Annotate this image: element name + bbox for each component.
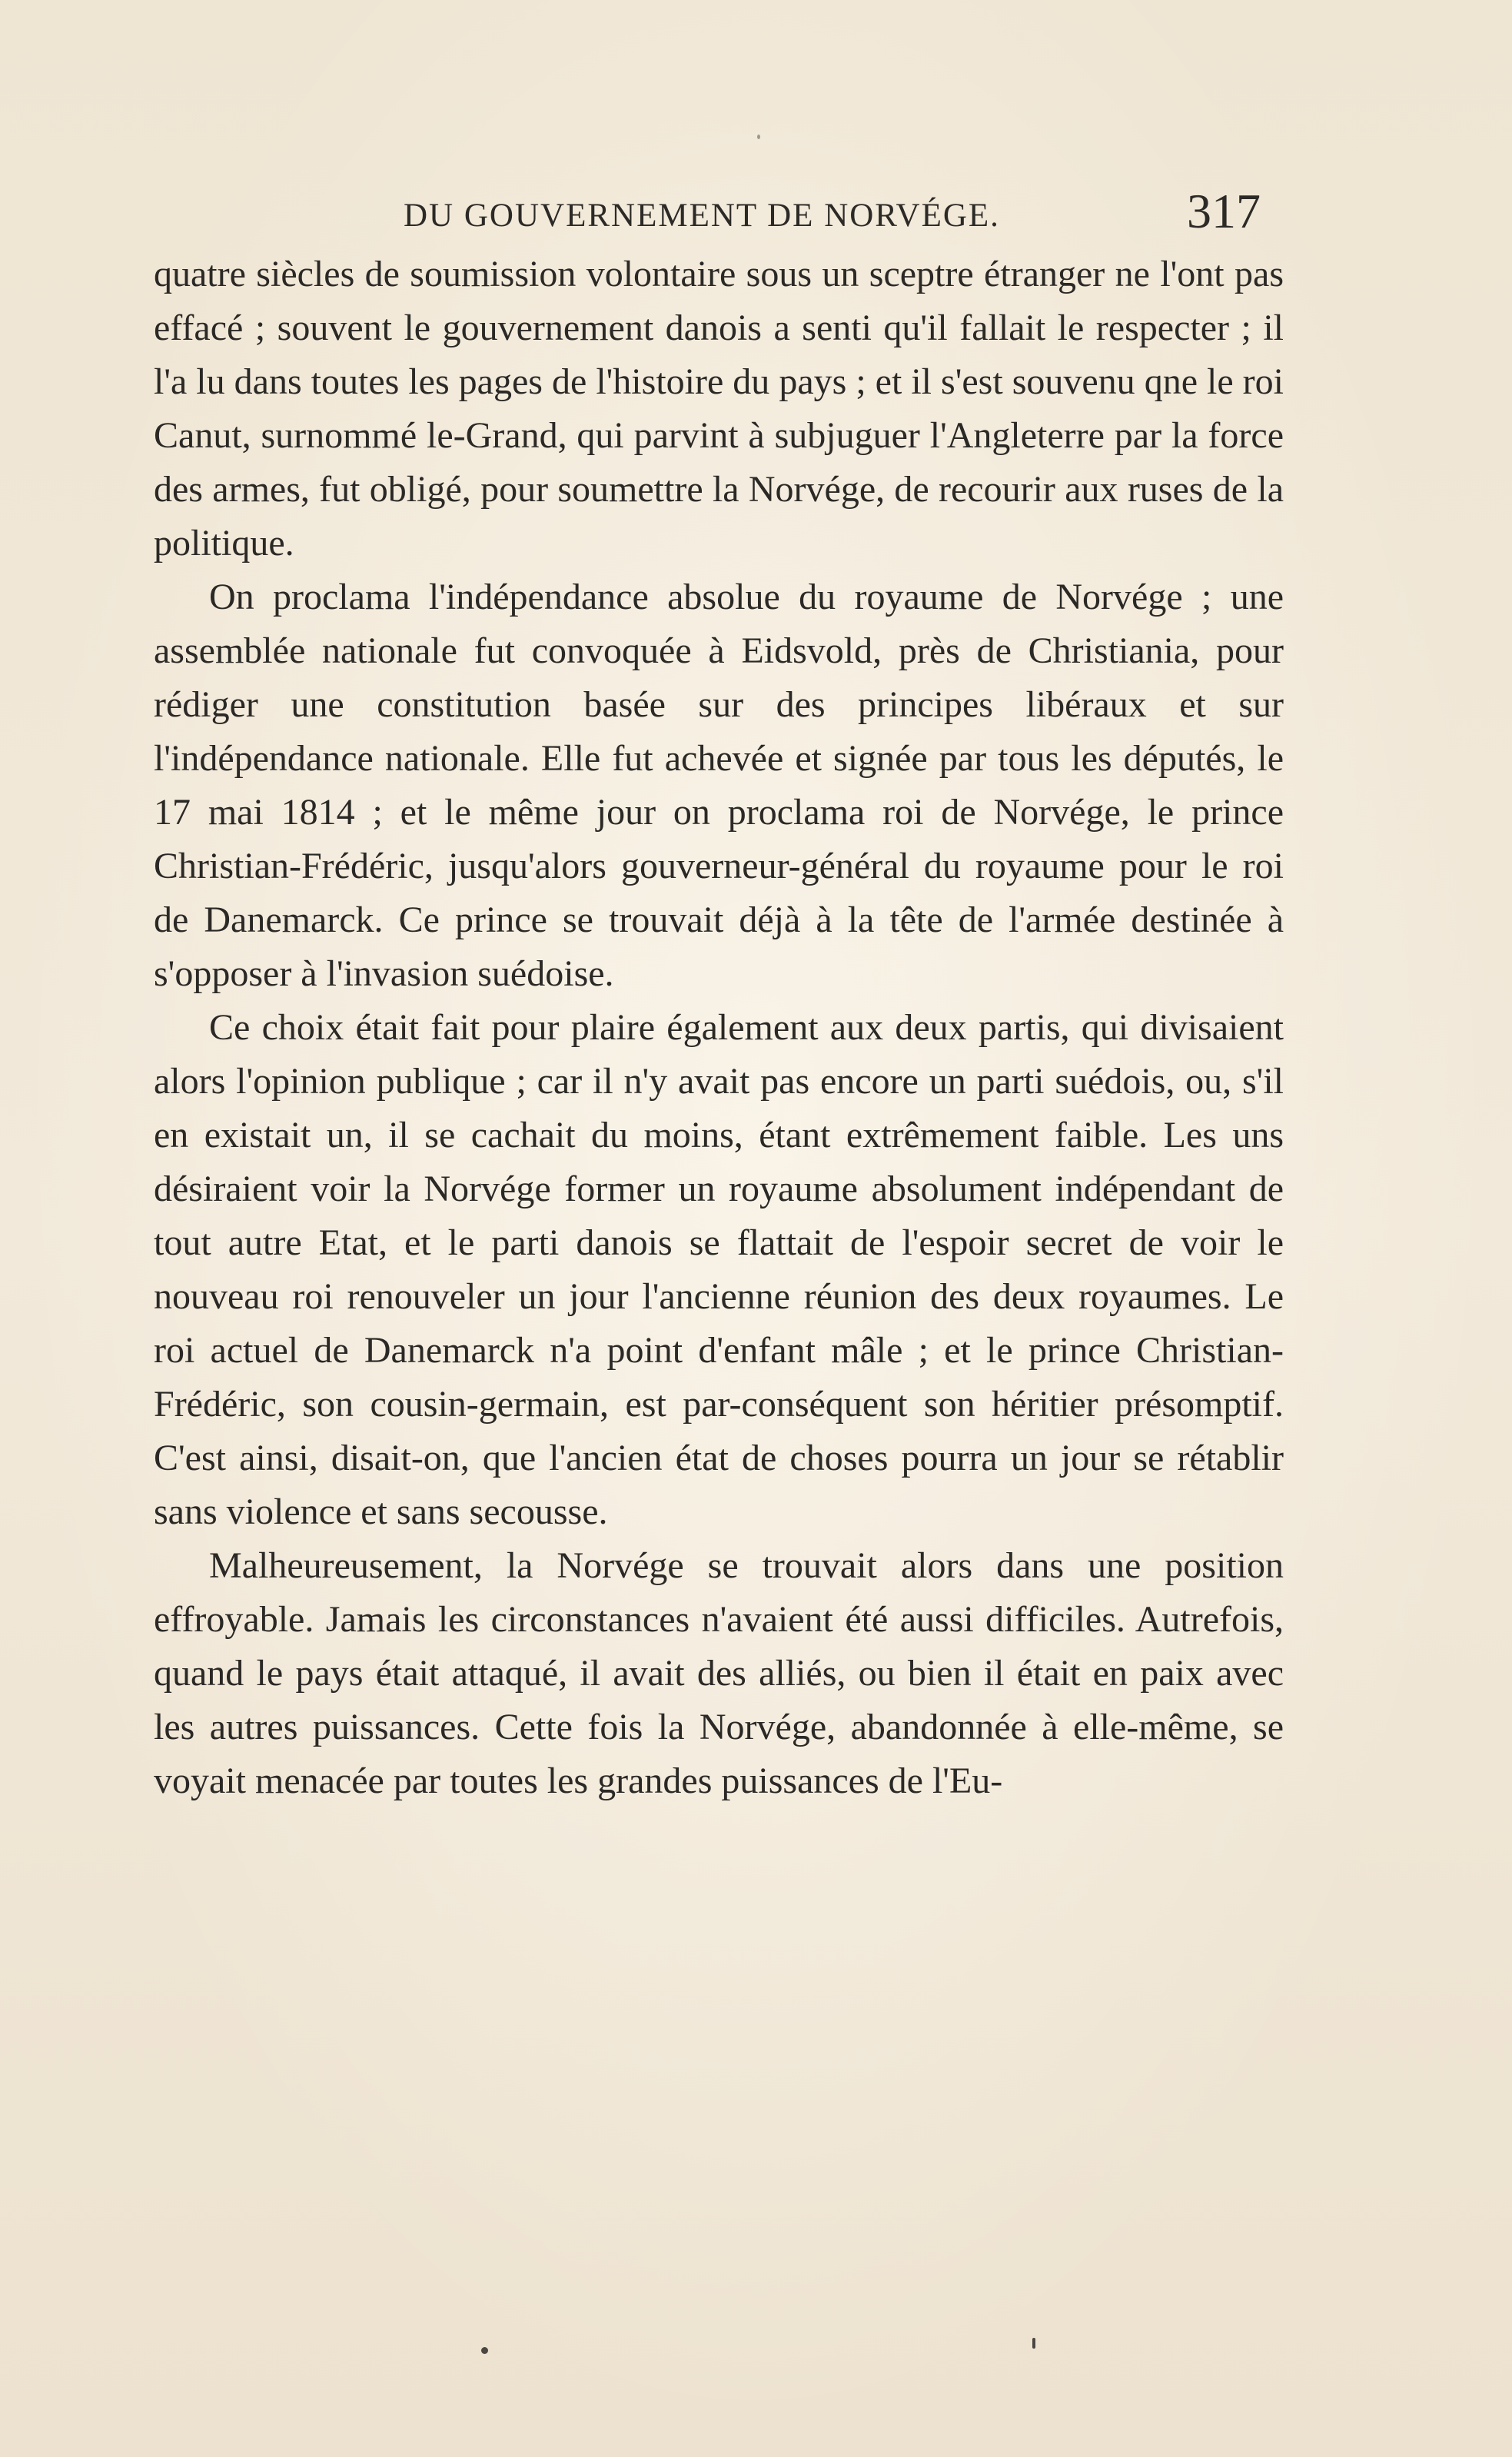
- paragraph-continued: quatre siècles de soumission volontaire sous un sceptre étranger ne l'ont pas effacé ; souvent le gouvernement danois a senti qu'il fallait le respecter ; il l'a lu dans toutes les pages de l'histoire du pays ; et il s'est souvenu qne le roi Canut, surnommé le-Grand, qui parvint à subjuguer l'Angleterre par la force des armes, fut obligé, pour soumettre la Norvége, de recourir aux ruses de la politique.: [154, 254, 1284, 564]
- body-text: [154, 248, 1284, 1808]
- paragraph-parties: Ce choix était fait pour plaire également aux deux partis, qui divisaient alors l'opinion publique ; car il n'y avait pas encore un parti suédois, ou, s'il en existait un, il se cachait du moins, étant extrêmement faible. Les uns désiraient voir la Norvége former un royaume absolument indépendant de tout autre Etat, et le parti danois se flattait de l'espoir secret de voir le nouveau roi renouveler un jour l'ancienne réunion des deux royaumes. Le roi actuel de Danemarck n'a point d'enfant mâle ; et le prince Christian-Frédéric, son cousin-germain, est par-conséquent son héritier présomptif. C'est ainsi, disait-on, que l'ancien état de choses pourra un jour se rétablir sans violence et sans secousse.: [154, 1007, 1284, 1532]
- paragraph-position: Malheureusement, la Norvége se trouvait alors dans une position effroyable. Jamais les circonstances n'avaient été aussi difficiles. Autrefois, quand le pays était attaqué, il avait des alliés, ou bien il était en paix avec les autres puissances. Cette fois la Norvége, abandonnée à elle-même, se voyait menacée par toutes les grandes puissances de l'Eu-: [154, 1545, 1284, 1801]
- paper-speck: [757, 135, 760, 139]
- page-number: 317: [1187, 184, 1261, 238]
- paper-speck: [1032, 2338, 1035, 2349]
- running-head: DU GOUVERNEMENT DE NORVÉGE.: [404, 198, 1000, 234]
- page-header: [165, 183, 1307, 252]
- paragraph-independence: On proclama l'indépendance absolue du royaume de Norvége ; une assemblée nationale fut convoquée à Eidsvold, près de Christiania, pour rédiger une constitution basée sur des principes libéraux et sur l'indépendance nationale. Elle fut achevée et signée par tous les députés, le 17 mai 1814 ; et le même jour on proclama roi de Norvége, le prince Christian-Frédéric, jusqu'alors gouverneur-général du royaume pour le roi de Danemarck. Ce prince se trouvait déjà à la tête de l'armée destinée à s'opposer à l'invasion suédoise.: [154, 577, 1284, 994]
- paper-speck: [481, 2347, 488, 2354]
